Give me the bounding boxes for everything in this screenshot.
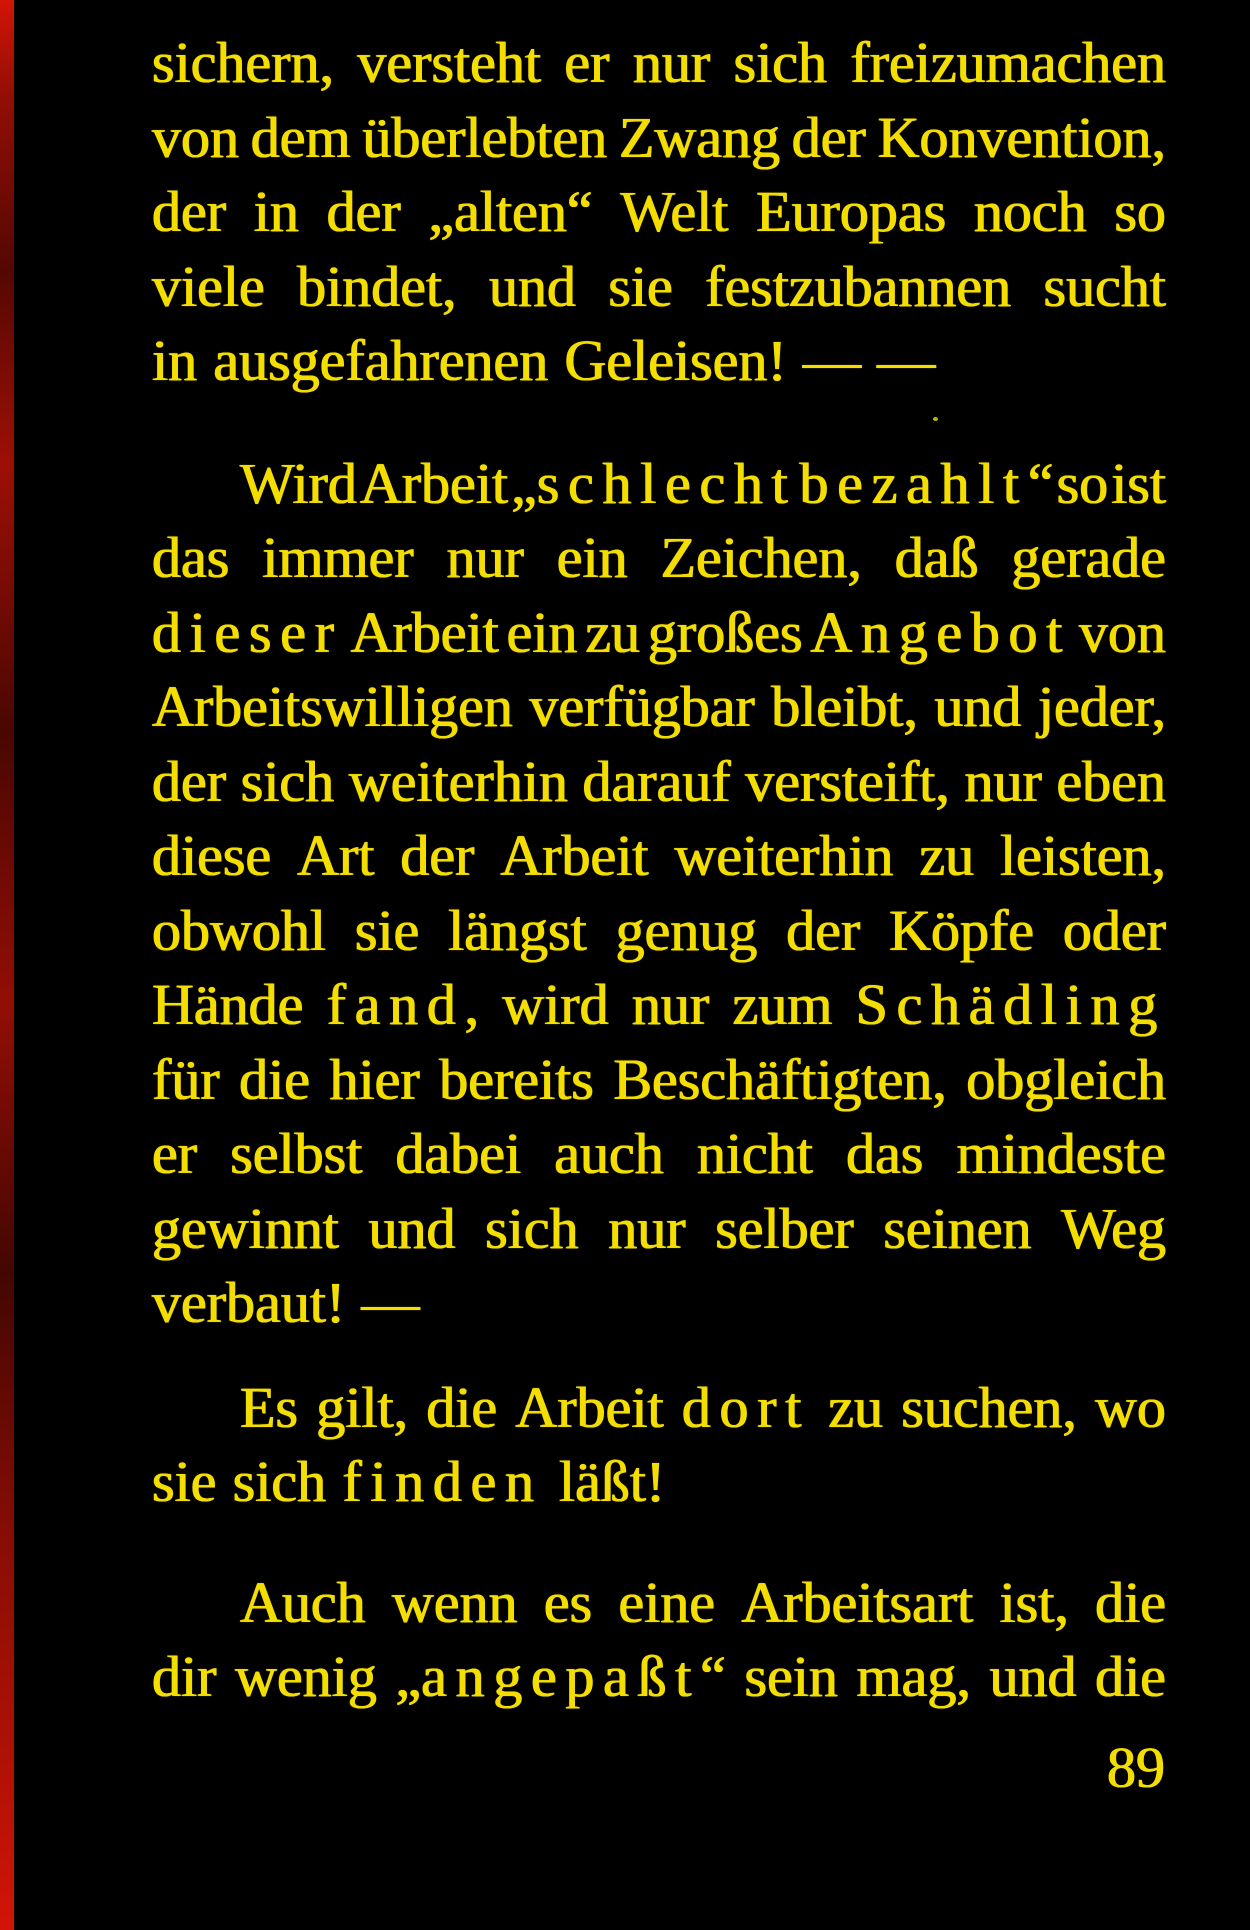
word: wird xyxy=(502,972,609,1037)
text-line xyxy=(152,968,1166,1043)
word: und xyxy=(488,253,576,319)
word: Arbeit xyxy=(359,450,509,516)
word: nur xyxy=(631,972,710,1037)
text-line xyxy=(152,1445,1166,1520)
word: wo xyxy=(1095,1374,1166,1440)
word: dir xyxy=(152,1644,217,1709)
text-line xyxy=(152,250,1166,325)
word: die xyxy=(1095,1644,1166,1709)
word: noch xyxy=(973,179,1087,244)
word: das xyxy=(846,1121,924,1186)
word: immer xyxy=(262,525,414,590)
word: Europas xyxy=(756,179,947,244)
word: viele xyxy=(152,253,265,319)
word: sie xyxy=(152,1449,217,1514)
word: und xyxy=(989,1644,1077,1709)
word: sie xyxy=(608,253,673,319)
word: genug xyxy=(615,897,758,963)
paragraph xyxy=(152,1371,1166,1520)
word: und xyxy=(934,674,1022,739)
word: mindeste xyxy=(956,1121,1166,1186)
word: Auch xyxy=(240,1569,366,1635)
text-line xyxy=(152,745,1166,820)
text-line xyxy=(152,1117,1166,1192)
word: darauf xyxy=(582,748,731,814)
word: und xyxy=(368,1195,456,1261)
word: nur xyxy=(632,30,711,95)
emphasized-text: Angebot xyxy=(810,599,1072,665)
word: längst xyxy=(448,897,587,963)
word: sich xyxy=(240,748,335,814)
emphasized-text: bezahlt xyxy=(799,450,1028,516)
word: wenn xyxy=(391,1569,518,1635)
word: Beschäftigten, xyxy=(613,1046,947,1112)
word: es xyxy=(543,1569,593,1635)
word: läßt! xyxy=(558,1449,666,1514)
emphasized-text: Schädling xyxy=(855,972,1166,1037)
page-edge-stripe xyxy=(0,0,14,1930)
word xyxy=(856,968,1166,1043)
word: die xyxy=(1095,1569,1166,1635)
word: gilt, xyxy=(316,1374,409,1440)
text-line xyxy=(152,175,1166,250)
word: der xyxy=(786,897,861,963)
text-line xyxy=(152,1043,1166,1118)
text-line xyxy=(152,521,1166,596)
word: Hände xyxy=(152,972,304,1037)
word: weiterhin xyxy=(348,748,568,814)
word: sich xyxy=(232,1449,327,1514)
emphasized-text: finden xyxy=(342,1449,543,1514)
word: Konvention, xyxy=(877,104,1166,170)
word: eben xyxy=(1056,748,1166,814)
text-line xyxy=(152,447,1166,522)
word: der xyxy=(326,179,401,244)
word: bindet, xyxy=(297,253,457,319)
text-line xyxy=(152,1371,1166,1446)
word: Art xyxy=(297,823,375,888)
word: überlebten xyxy=(362,104,608,170)
word xyxy=(810,596,1071,671)
word: jeder, xyxy=(1037,674,1166,739)
word: die xyxy=(239,1046,311,1112)
word: eine xyxy=(618,1569,716,1635)
word: „alten“ xyxy=(428,179,593,244)
word: Weg xyxy=(1061,1195,1166,1261)
word: der xyxy=(152,748,227,814)
word: zu xyxy=(585,599,641,665)
word: bleibt, xyxy=(771,674,918,739)
word: sich xyxy=(733,30,827,95)
word: Zwang xyxy=(618,104,780,170)
word: der xyxy=(400,823,475,888)
text-line xyxy=(152,101,1166,176)
word: in xyxy=(253,179,299,244)
word: hier xyxy=(329,1046,420,1112)
word: verbaut! xyxy=(152,1270,346,1335)
word: versteift, xyxy=(745,748,950,814)
word: das xyxy=(152,525,230,590)
emphasized-text: angepaßt xyxy=(421,1644,701,1709)
word: — xyxy=(877,328,936,393)
text-line xyxy=(152,1640,1166,1715)
word: zum xyxy=(732,972,833,1037)
word: ein xyxy=(556,525,628,590)
emphasized-text: fand xyxy=(326,972,465,1037)
word: er xyxy=(152,1121,198,1186)
word: sein xyxy=(744,1644,838,1709)
text-block xyxy=(152,26,1166,1715)
text-line xyxy=(152,894,1166,969)
word: die xyxy=(426,1374,498,1440)
word: Geleisen! xyxy=(564,328,787,393)
word: mag, xyxy=(856,1644,971,1709)
word: freizumachen xyxy=(850,30,1166,95)
paragraph xyxy=(152,26,1166,399)
word: wenig xyxy=(235,1644,377,1709)
word: seinen xyxy=(883,1195,1032,1261)
text-line xyxy=(152,1266,1166,1341)
emphasized-text: schlecht xyxy=(536,450,797,516)
word: Wird xyxy=(240,450,357,516)
word: nicht xyxy=(696,1121,813,1186)
word: — xyxy=(802,328,861,393)
text-line xyxy=(152,324,1166,399)
text-line xyxy=(152,670,1166,745)
word: bezahlt“ xyxy=(799,450,1054,516)
word: selber xyxy=(715,1195,854,1261)
word: — xyxy=(361,1270,420,1335)
word: großes xyxy=(647,599,803,665)
word: ausgefahrenen xyxy=(213,328,549,393)
emphasized-text: dieser xyxy=(152,599,343,665)
word: gewinnt xyxy=(152,1195,339,1261)
word: „schlecht xyxy=(511,450,797,516)
word: Zeichen, xyxy=(660,525,862,590)
text-line xyxy=(152,596,1166,671)
word: dabei xyxy=(395,1121,522,1186)
word: ist, xyxy=(999,1569,1069,1635)
word: verfügbar xyxy=(529,674,755,739)
text-line xyxy=(152,819,1166,894)
word: Arbeitsart xyxy=(741,1569,974,1635)
word: der xyxy=(152,179,227,244)
scan-speck xyxy=(933,417,938,421)
word: Arbeit xyxy=(500,823,649,888)
word xyxy=(152,596,343,671)
word: leisten, xyxy=(1000,823,1166,888)
word: Arbeit xyxy=(515,1374,664,1440)
word: für xyxy=(152,1046,220,1112)
paragraph xyxy=(152,447,1166,1341)
word: der xyxy=(791,104,866,170)
word: auch xyxy=(554,1121,664,1186)
word: sie xyxy=(354,897,420,963)
word: nur xyxy=(446,525,524,590)
word xyxy=(342,1445,542,1520)
word: suchen, xyxy=(901,1374,1077,1440)
word: obgleich xyxy=(966,1046,1166,1112)
word: sichern, xyxy=(152,30,334,95)
word: Arbeit xyxy=(350,599,499,665)
word: oder xyxy=(1062,897,1166,963)
word: versteht xyxy=(357,30,541,95)
word: so xyxy=(1114,179,1166,244)
text-line xyxy=(152,26,1166,101)
word: obwohl xyxy=(152,897,326,963)
word: nur xyxy=(608,1195,686,1261)
word: diese xyxy=(152,823,272,888)
word: ist xyxy=(1111,450,1166,516)
word: er xyxy=(564,30,610,95)
word: weiterhin xyxy=(674,823,894,888)
word: sich xyxy=(485,1195,579,1261)
word: „angepaßt“ xyxy=(395,1644,726,1709)
emphasized-text: dort xyxy=(681,1374,811,1440)
word: fand, xyxy=(326,972,480,1037)
word: festzubannen xyxy=(705,253,1012,319)
word: Welt xyxy=(620,179,729,244)
paragraph xyxy=(152,1566,1166,1715)
word xyxy=(682,1371,810,1446)
word: selbst xyxy=(230,1121,363,1186)
word: ein xyxy=(506,599,578,665)
word: in xyxy=(152,328,198,393)
word: von xyxy=(152,104,239,170)
word: Köpfe xyxy=(889,897,1035,963)
word: zu xyxy=(828,1374,884,1440)
word: gerade xyxy=(1011,525,1166,590)
text-line xyxy=(152,1192,1166,1267)
word: Es xyxy=(240,1374,298,1440)
word: dem xyxy=(250,104,351,170)
text-line xyxy=(152,1566,1166,1641)
word: bereits xyxy=(439,1046,594,1112)
word: daß xyxy=(894,525,979,590)
word: von xyxy=(1078,599,1166,665)
page-number: 89 xyxy=(1107,1735,1165,1800)
word: nur xyxy=(964,748,1042,814)
word: so xyxy=(1056,450,1109,516)
word: sucht xyxy=(1043,253,1166,319)
word: Arbeitswilligen xyxy=(152,674,513,739)
word: zu xyxy=(919,823,975,888)
